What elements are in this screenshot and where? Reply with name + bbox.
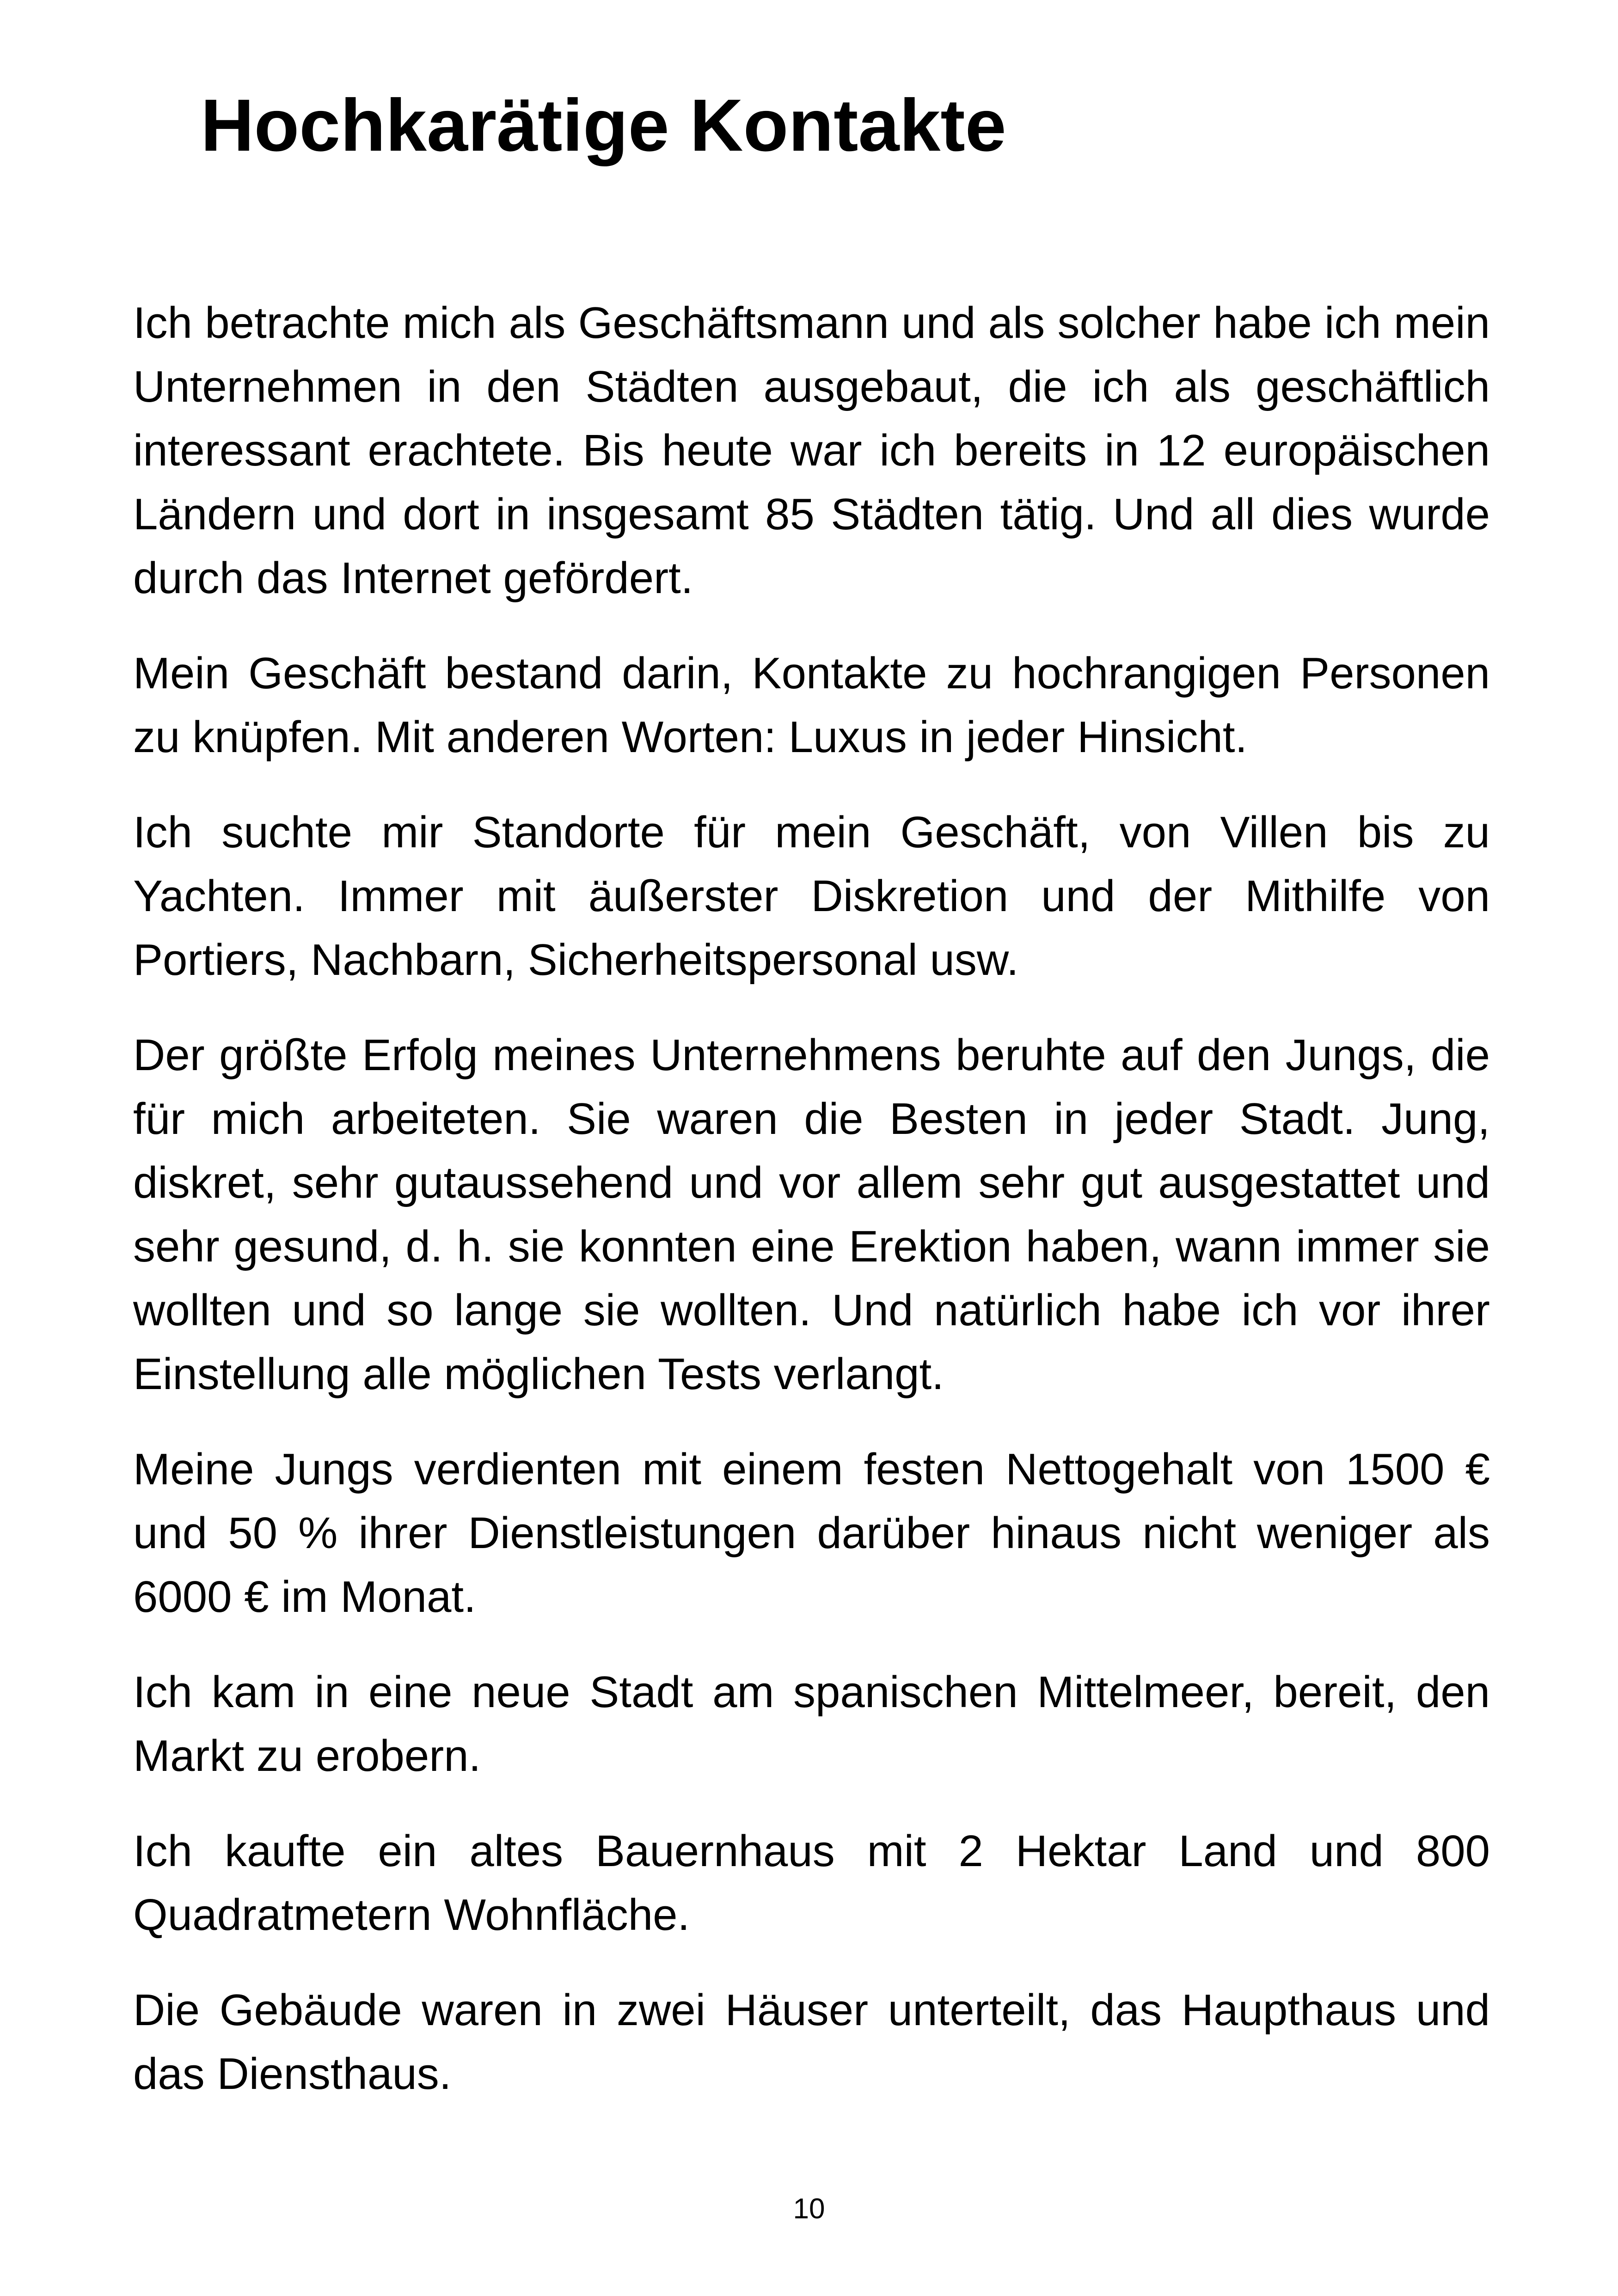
paragraph: Die Gebäude waren in zwei Häuser unterteilt, das Haupthaus und das Diensthaus. <box>133 1985 1490 2099</box>
paragraph: Ich betrachte mich als Geschäftsmann und als solcher habe ich mein Unternehmen in den Städten ausgebaut, die ich als geschäftlich interessant erachtete. Bis heute war ich bereits in 12 europäischen Ländern und dort in insgesamt 85 Städten tätig. Und all dies wurde durch das Internet gefördert. <box>133 298 1490 603</box>
paragraph: Meine Jungs verdienten mit einem festen Nettogehalt von 1500 € und 50 % ihrer Dienstleistungen darüber hinaus nicht weniger als 6000 € im Monat. <box>133 1445 1490 1622</box>
paragraph: Ich suchte mir Standorte für mein Geschäft, von Villen bis zu Yachten. Immer mit äußerster Diskretion und der Mithilfe von Portiers, Nachbarn, Sicherheitspersonal usw. <box>133 808 1490 985</box>
paragraph: Der größte Erfolg meines Unternehmens beruhte auf den Jungs, die für mich arbeiteten. Sie waren die Besten in jeder Stadt. Jung, diskret, sehr gutaussehend und vor allem sehr gut ausgestattet und sehr gesund, d. h. sie konnten eine Erektion haben, wann immer sie wollten und so lange sie wollten. Und natürlich habe ich vor ihrer Einstellung alle möglichen Tests verlangt. <box>133 1030 1490 1399</box>
paragraph: Mein Geschäft bestand darin, Kontakte zu hochrangigen Personen zu knüpfen. Mit anderen Worten: Luxus in jeder Hinsicht. <box>133 649 1490 762</box>
paragraph: Ich kam in eine neue Stadt am spanischen Mittelmeer, bereit, den Markt zu erobern. <box>133 1667 1490 1781</box>
paragraph: Ich kaufte ein altes Bauernhaus mit 2 Hektar Land und 800 Quadratmetern Wohnfläche. <box>133 1826 1490 1940</box>
body-text <box>133 291 1490 2137</box>
page-number: 10 <box>793 2193 825 2225</box>
chapter-title: Hochkarätige Kontakte <box>201 84 1006 166</box>
